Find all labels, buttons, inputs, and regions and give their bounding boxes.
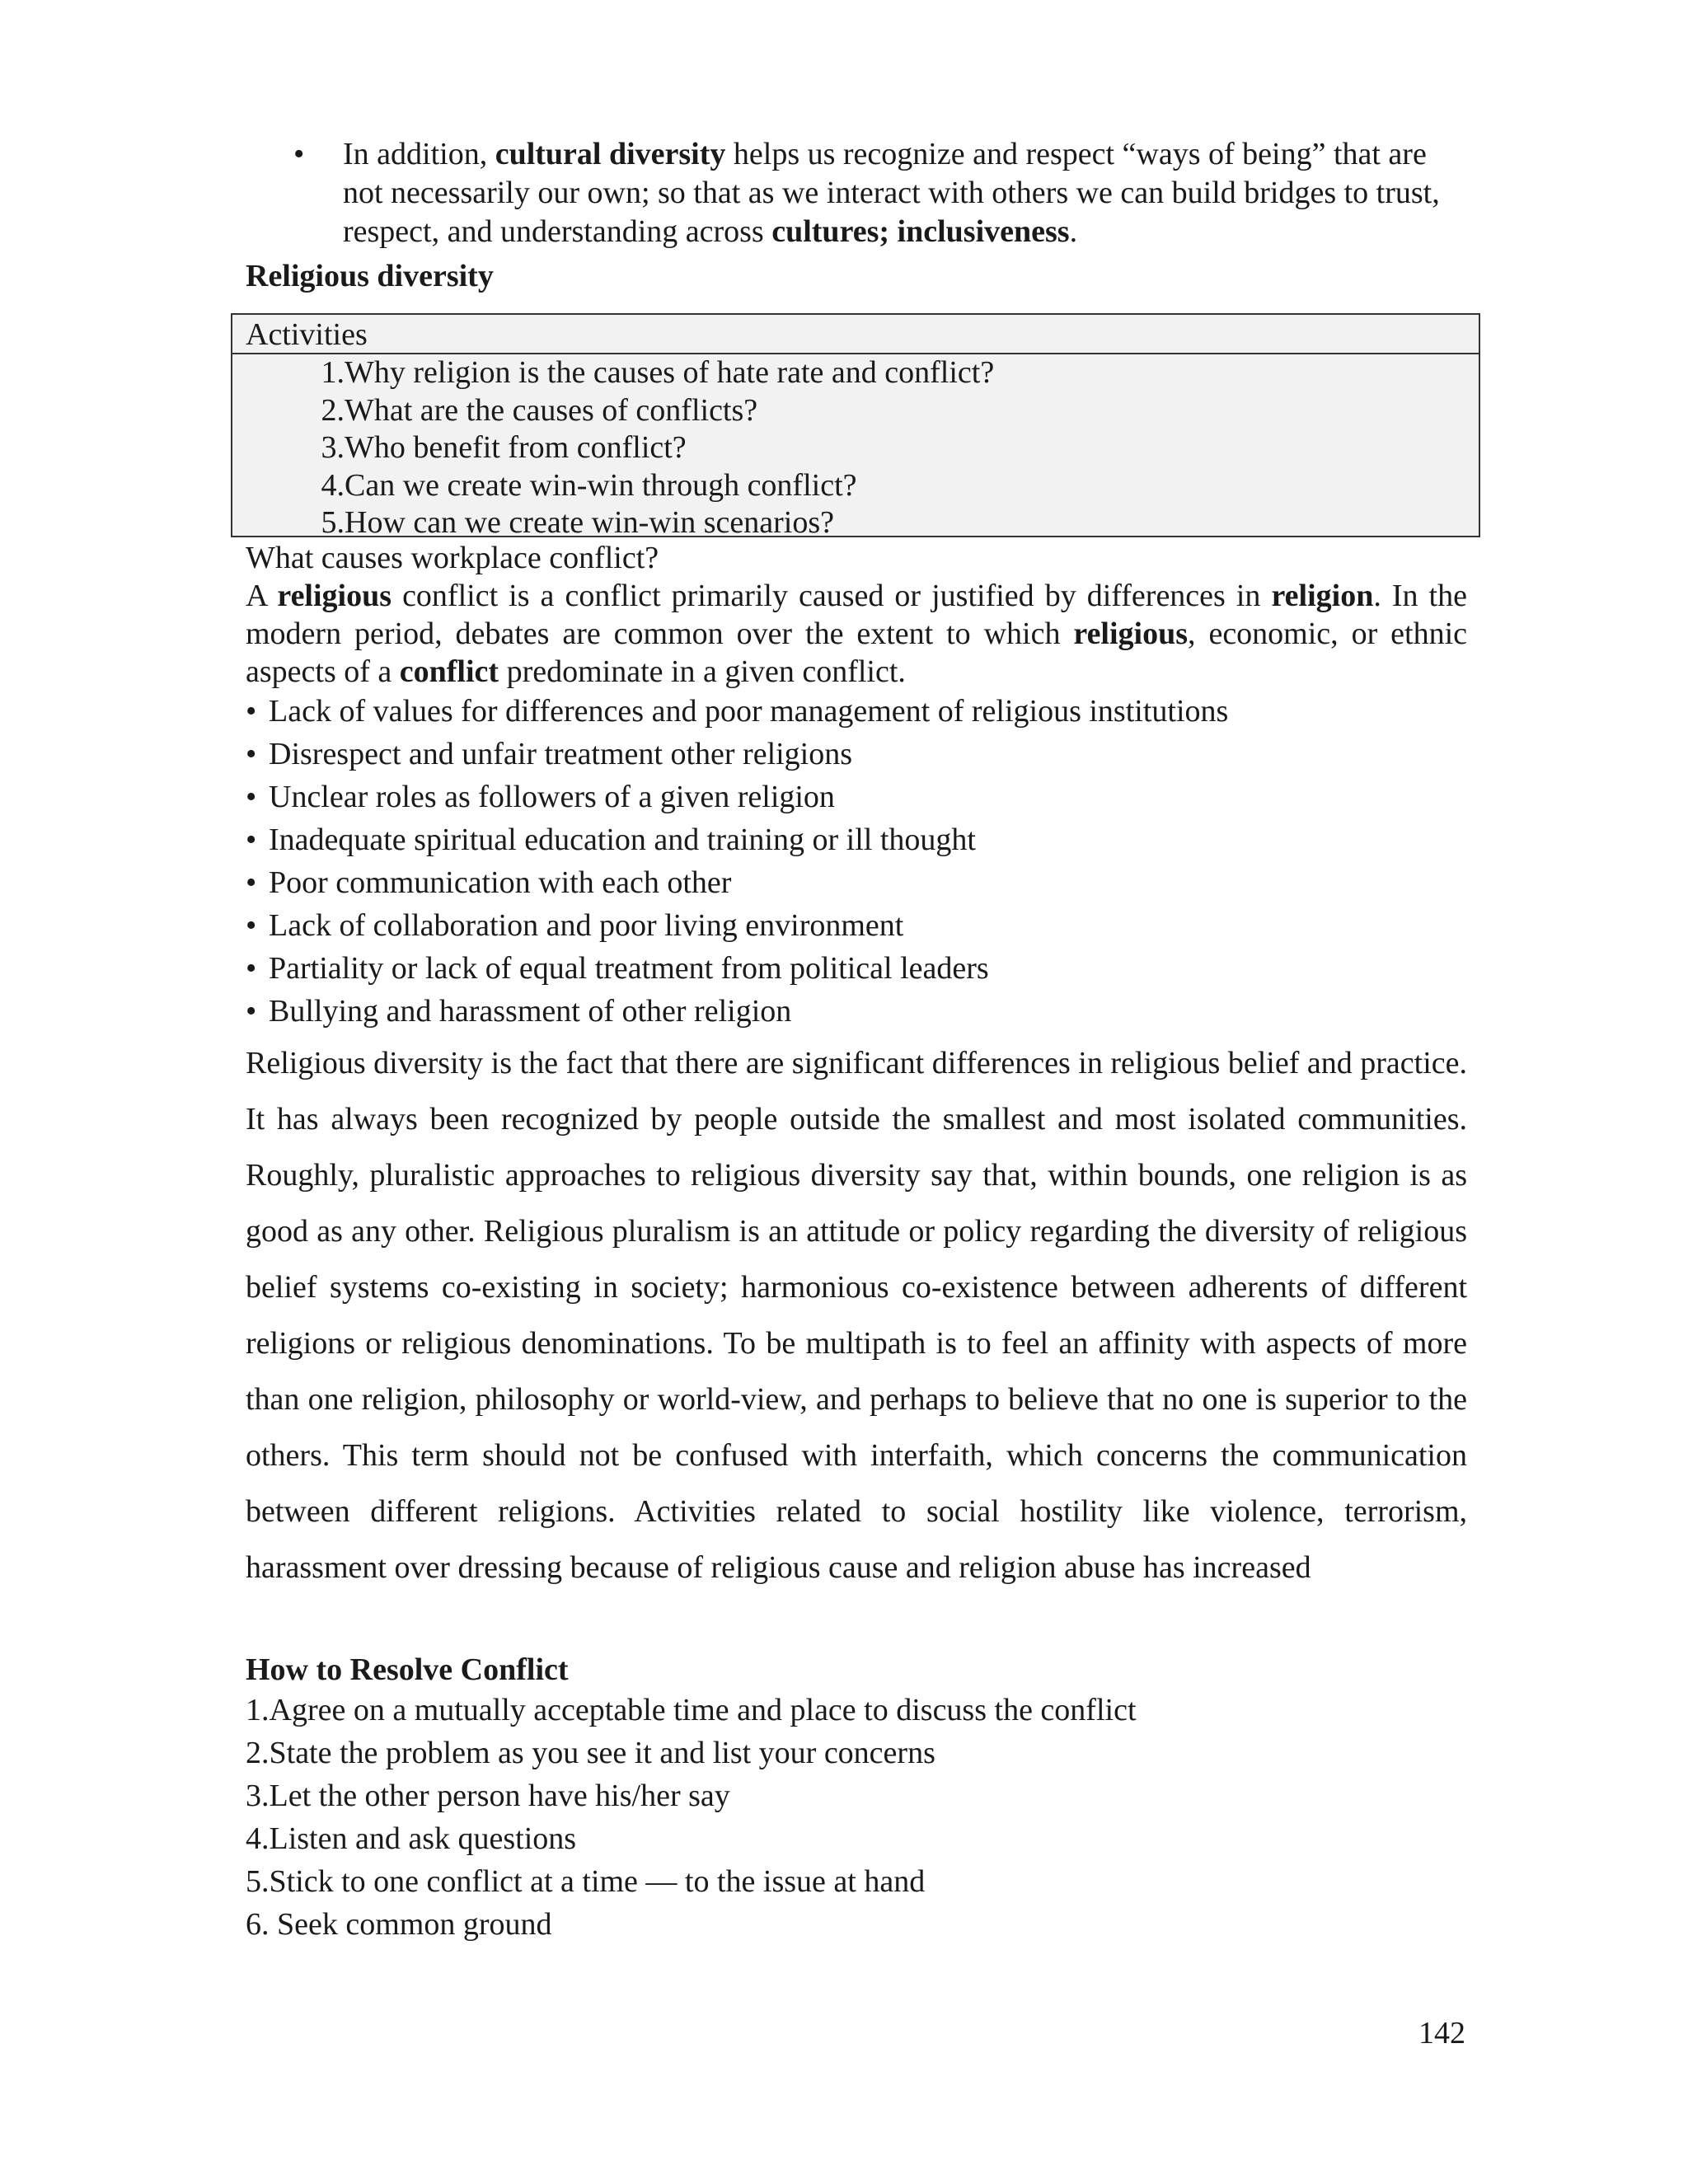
bullet-dot: • xyxy=(246,865,257,900)
bullet-dot: • xyxy=(293,137,305,171)
list-item: • Unclear roles as followers of a given religion xyxy=(246,776,1467,818)
activities-heading: Activities xyxy=(246,317,368,352)
religious-conflict-paragraph: A religious conflict is a conflict primarily caused or justified by differences in religion. In the modern period, debates are common over the extent to which religious, economic, or ethnic aspects of a conflict predominate in a given conflict. xyxy=(246,579,1468,689)
workplace-question: What causes workplace conflict? xyxy=(246,541,659,575)
bullet-dot: • xyxy=(246,780,257,814)
activity-item: 2. What are the causes of conflicts? xyxy=(321,392,758,428)
resolve-conflict-heading: How to Resolve Conflict xyxy=(246,1652,569,1687)
list-item: 6. Seek common ground xyxy=(246,1907,552,1942)
bullet-dot: • xyxy=(246,823,257,857)
bullet-dot: • xyxy=(246,951,257,986)
page-number: 142 xyxy=(1418,2016,1465,2050)
activity-item: 3. Who benefit from conflict? xyxy=(321,430,687,465)
list-item: • Lack of collaboration and poor living environment xyxy=(246,904,1467,947)
bullet-dot: • xyxy=(246,908,257,943)
activity-item: 4. Can we create win-win through conflict? xyxy=(321,467,857,503)
list-item: 3.Let the other person have his/her say xyxy=(246,1779,730,1813)
intro-bullet xyxy=(293,135,1472,251)
list-item: • Poor communication with each other xyxy=(246,861,1467,904)
activities-box xyxy=(231,313,1480,540)
religious-diversity-heading: Religious diversity xyxy=(246,259,494,293)
activity-item: 1. Why religion is the causes of hate rate and conflict? xyxy=(321,355,995,390)
list-item: • Bullying and harassment of other religion xyxy=(246,990,1467,1033)
activities-list xyxy=(232,354,1479,542)
list-item: 5.Stick to one conflict at a time — to the issue at hand xyxy=(246,1864,926,1899)
list-item: • Inadequate spiritual education and training or ill thought xyxy=(246,818,1467,861)
causes-list xyxy=(246,690,1467,1033)
religious-diversity-paragraph: Religious diversity is the fact that there are significant differences in religious belief and practice. It has always been recognized by people outside the smallest and most isolated communities. Roughly, pluralistic approaches to religious diversity say that, within bounds, one religion is as good as any other. Religious pluralism is an attitude or policy regarding the diversity of religious belief systems co-existing in society; harmonious co-existence between adherents of different religions or religious denominations. To be multipath is to feel an affinity with aspects of more than one religion, philosophy or world-view, and perhaps to believe that no one is superior to the others. This term should not be confused with interfaith, which concerns the communication between different religions. Activities related to social hostility like violence, terrorism, harassment over dressing because of religious cause and religion abuse has increased xyxy=(246,1046,1467,1585)
bullet-dot: • xyxy=(246,737,257,771)
list-item: • Disrespect and unfair treatment other religions xyxy=(246,733,1467,776)
list-item: • Partiality or lack of equal treatment from political leaders xyxy=(246,947,1467,990)
list-item: 4.Listen and ask questions xyxy=(246,1821,577,1856)
resolve-steps-list xyxy=(246,1689,1467,1946)
bullet-dot: • xyxy=(246,694,257,729)
intro-text: In addition, cultural diversity helps us recognize and respect “ways of being” that are not necessarily our own; so that as we interact with others we can build bridges to trust, respect, and understanding across cultures; inclusiveness. xyxy=(343,137,1440,249)
bullet-dot: • xyxy=(246,994,257,1029)
list-item: • Lack of values for differences and poor management of religious institutions xyxy=(246,690,1467,733)
activity-item: 5. How can we create win-win scenarios? xyxy=(321,505,835,540)
list-item: 2.State the problem as you see it and list your concerns xyxy=(246,1736,935,1770)
list-item: 1.Agree on a mutually acceptable time and place to discuss the conflict xyxy=(246,1693,1137,1727)
